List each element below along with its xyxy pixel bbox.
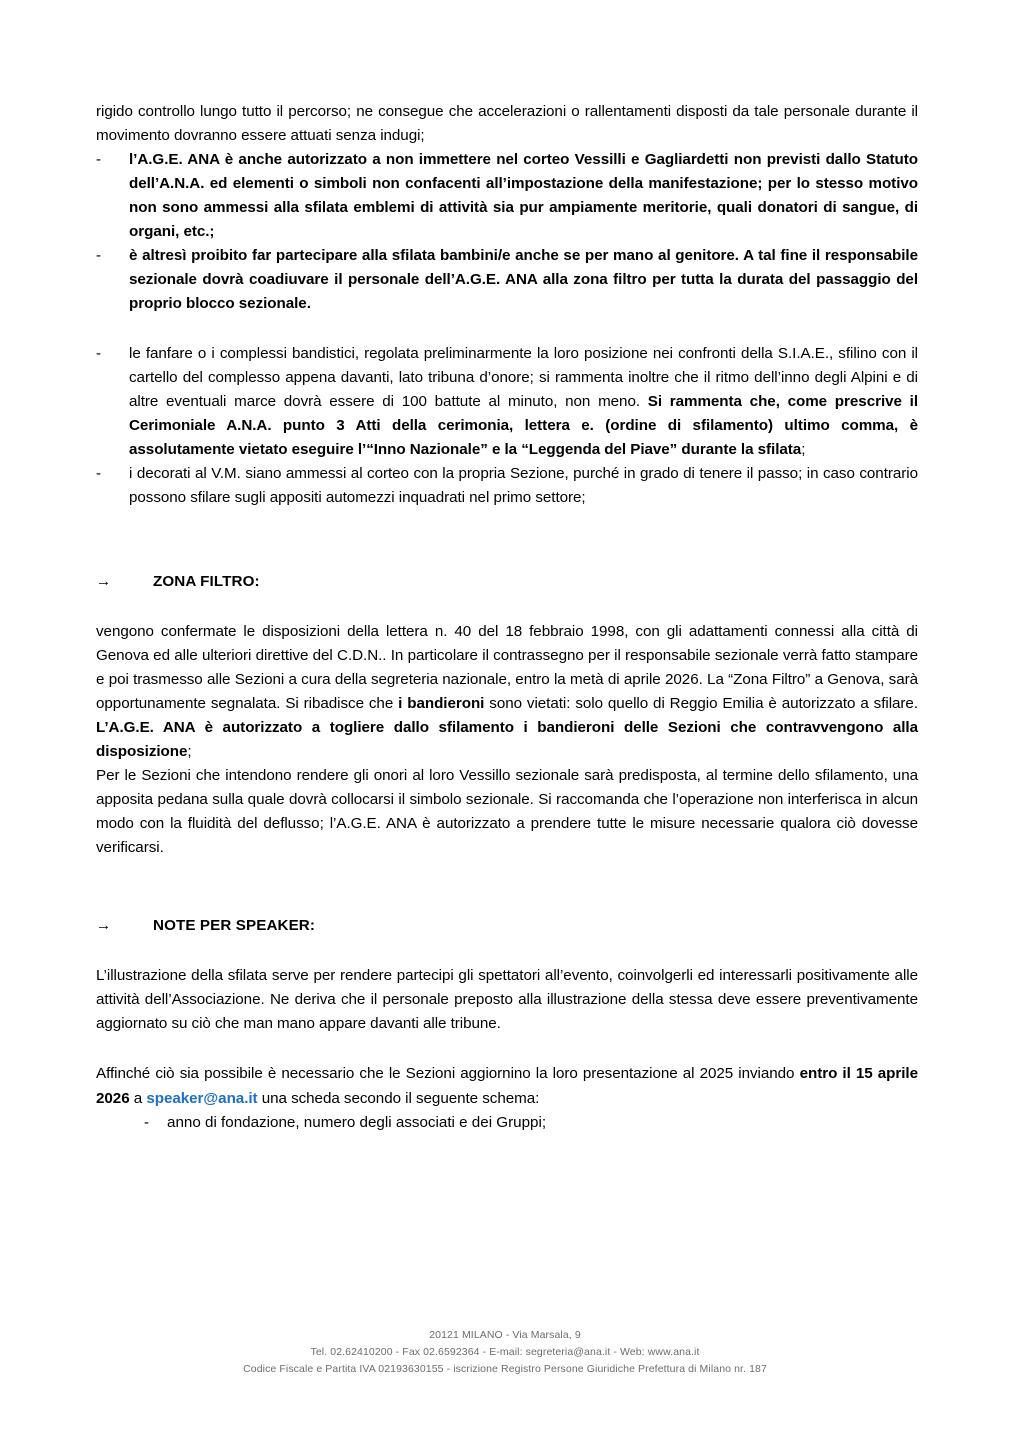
list-item-text	[129, 462, 918, 510]
paragraph-zona-filtro-1	[96, 620, 918, 764]
list-item	[96, 342, 918, 462]
bullet-marker: -	[96, 151, 102, 169]
text-segment-bold: i bandieroni	[398, 695, 485, 713]
spacer	[96, 938, 918, 964]
list-item-text	[129, 342, 918, 462]
list-item	[96, 244, 918, 316]
list-item-segment-bold: Si rammenta che, come prescrive il Cerimoniale A.N.A. punto 3 Atti della cerimonia, lettera e. (ordine di sfilamento) ultimo comma, è assolutamente vietato eseguire l’“Inno Nazionale” e la “Leggenda del Piave” durante la sfilata	[129, 393, 918, 459]
bullet-marker: -	[96, 345, 102, 363]
section-heading-note-speaker	[96, 914, 918, 938]
paragraph-note-speaker-1: L’illustrazione della sfilata serve per rendere partecipi gli spettatori all’evento, coinvolgerli ed interessarli positivamente alle attività dell’Associazione. Ne deriva che il personale preposto alla illustrazione della stessa deve essere preventivamente aggiornato su ciò che man mano appare davanti alle tribune.	[96, 967, 918, 1033]
text-segment-bold: entro il 15 aprile 2026	[96, 1065, 918, 1107]
document-body	[96, 100, 918, 1135]
bullet-marker: -	[144, 1113, 150, 1131]
arrow-icon: →	[96, 573, 112, 591]
text-segment-bold: L’A.G.E. ANA è autorizzato a togliere dallo sfilamento i bandieroni delle Sezioni che contravvengono alla disposizione	[96, 719, 918, 761]
list-item	[96, 148, 918, 244]
list-item-segment-tail: ;	[801, 441, 806, 459]
list-item-text	[129, 244, 918, 316]
paragraph-zona-filtro-2: Per le Sezioni che intendono rendere gli onori al loro Vessillo sezionale sarà predisposta, al termine dello sfilamento, una apposita pedana sulla quale dovrà collocarsi il simbolo sezionale. Si raccomanda che l’operazione non interferisca in alcun modo con la fluidità del deflusso; l’A.G.E. ANA è autorizzato a prendere tutte le misure necessarie qualora ciò dovesse verificarsi.	[96, 767, 918, 857]
list-item-text: anno di fondazione, numero degli associati e dei Gruppi;	[167, 1113, 547, 1131]
footer-address: 20121 MILANO - Via Marsala, 9	[429, 1329, 581, 1341]
spacer	[96, 316, 918, 342]
footer-legal: Codice Fiscale e Partita IVA 02193630155 - iscrizione Registro Persone Giuridiche Prefettura di Milano nr. 187	[243, 1363, 767, 1375]
section-heading-zona-filtro	[96, 570, 918, 594]
text-segment: a	[129, 1089, 147, 1107]
text-segment: vengono confermate le disposizioni della lettera n. 40 del 18 febbraio 1998, con gli adattamenti connessi alla città di Genova ed alle ulteriori direttive del C.D.N.. In particolare il contrassegno per il responsabile sezionale verrà fatto stampare e poi trasmesso alle Sezioni a cura della segreteria nazionale, entro la metà di aprile 2026. La “Zona Filtro” a Genova, sarà opportunamente segnalata. Si ribadisce che	[96, 623, 918, 713]
spacer	[96, 1036, 918, 1062]
bullet-marker: -	[96, 465, 102, 483]
spacer	[96, 902, 918, 914]
list-item	[96, 462, 918, 510]
page-footer	[0, 1327, 1010, 1378]
list-item-segment: l’A.G.E. ANA è anche autorizzato a non immettere nel corteo Vessilli e Gagliardetti non previsti dallo Statuto dell’A.N.A. ed elementi o simboli non confacenti all’impostazione della manifestazione; per lo stesso motivo non sono ammessi alla sfilata emblemi di attività sia pur ampiamente meritorie, quali donatori di sangue, di organi, etc.;	[129, 151, 918, 241]
list-item-text	[129, 148, 918, 244]
text-segment: una scheda secondo il seguente schema:	[257, 1089, 540, 1107]
list-item-segment: i decorati al V.M. siano ammessi al corteo con la propria Sezione, purché in grado di tenere il passo; in caso contrario possono sfilare sugli appositi automezzi inquadrati nel primo settore;	[129, 465, 918, 507]
email-link-speaker[interactable]: speaker@ana.it	[146, 1089, 258, 1107]
spacer	[96, 860, 918, 902]
paragraph-top: rigido controllo lungo tutto il percorso; ne consegue che accelerazioni o rallentamenti disposti da tale personale durante il movimento dovranno essere attuati senza indugi;	[96, 103, 918, 145]
list-item-segment: è altresì proibito far partecipare alla sfilata bambini/e anche se per mano al genitore. A tal fine il responsabile sezionale dovrà coadiuvare il personale dell’A.G.E. ANA alla zona filtro per tutta la durata del passaggio del proprio blocco sezionale.	[129, 247, 918, 313]
footer-contacts: Tel. 02.62410200 - Fax 02.6592364 - E-mail: segreteria@ana.it - Web: www.ana.it	[310, 1346, 700, 1358]
spacer	[96, 510, 918, 558]
text-segment: ;	[187, 743, 192, 761]
section-title: ZONA FILTRO:	[153, 573, 260, 591]
list-item-segment: le fanfare o i complessi bandistici, regolata preliminarmente la loro posizione nei confronti della S.I.A.E., sfilino con il cartello del complesso appena davanti, lato tribuna d’onore; si rammenta inoltre che il ritmo dell’inno degli Alpini e di altre eventuali marce dovrà essere di 100 battute al minuto, non meno.	[129, 345, 918, 411]
text-segment: sono vietati: solo quello di Reggio Emilia è autorizzato a sfilare.	[484, 695, 918, 713]
list-item	[96, 1111, 918, 1135]
arrow-icon: →	[96, 917, 112, 935]
text-segment: Affinché ciò sia possibile è necessario che le Sezioni aggiornino la loro presentazione al 2025 inviando	[96, 1065, 800, 1083]
spacer	[96, 594, 918, 620]
section-title: NOTE PER SPEAKER:	[153, 917, 316, 935]
paragraph-note-speaker-2	[96, 1062, 918, 1110]
bullet-marker: -	[96, 247, 102, 265]
spacer	[96, 558, 918, 570]
